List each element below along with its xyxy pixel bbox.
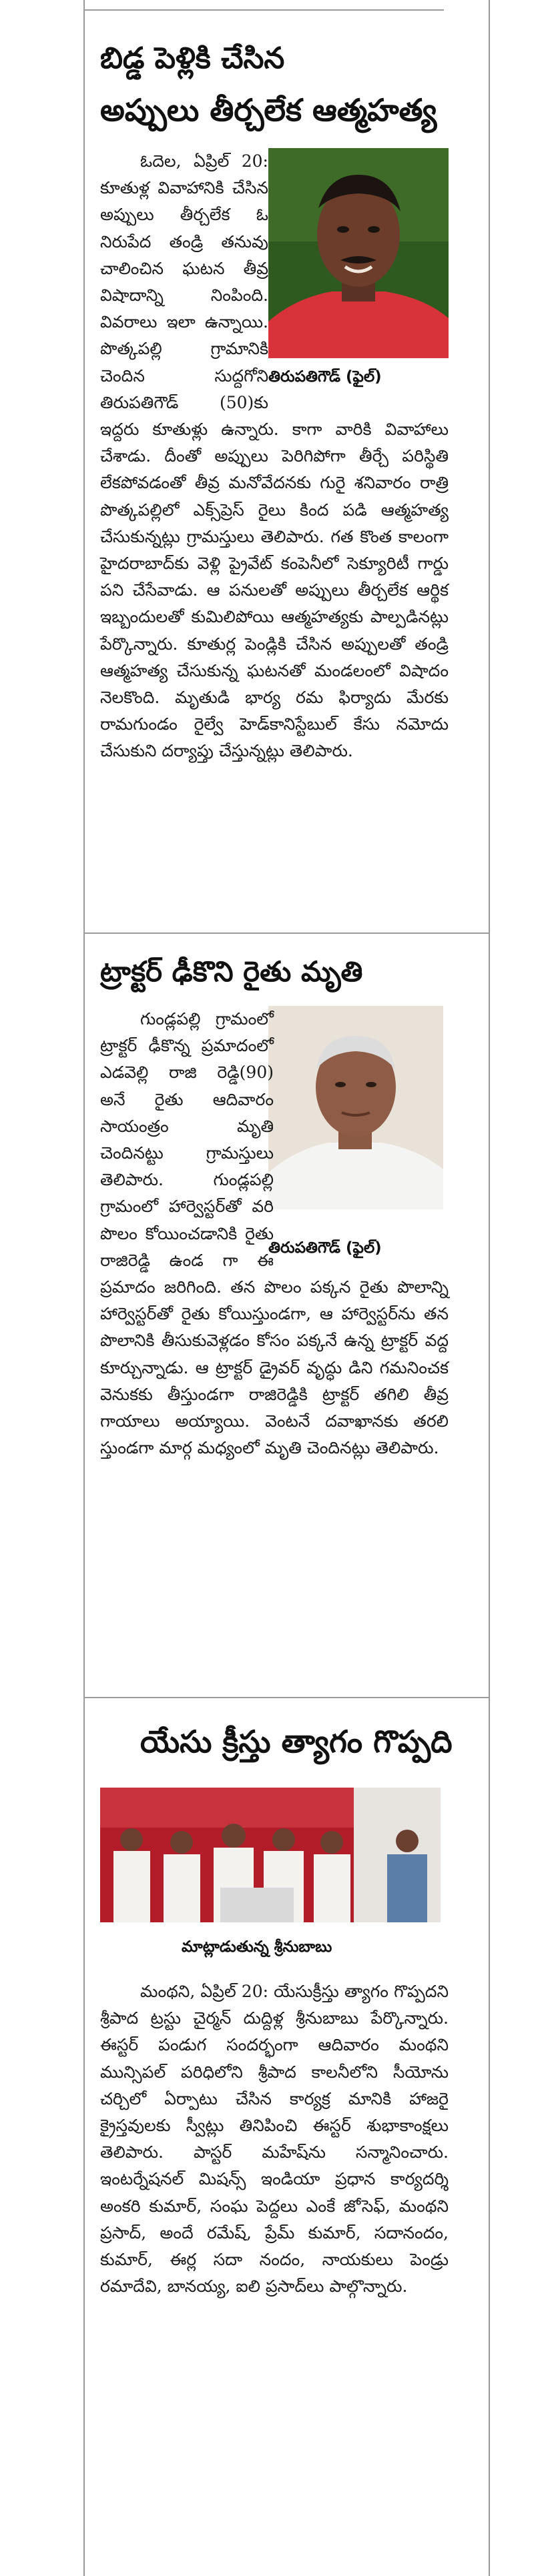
event-group-photo	[100, 1788, 441, 1922]
article-headline-line1: బిడ్డ పెళ్లికి చేసిన	[100, 41, 285, 75]
article-headline: ట్రాక్టర్‌ ఢీకొని రైతు మృతి	[100, 955, 363, 988]
photo-caption: తిరుపతిగౌడ్‌ (ఫైల్‌)	[268, 1239, 382, 1257]
photo-caption: మాట్లాడుతున్న శ్రీనుబాబు	[182, 1938, 332, 1956]
separator-rule	[83, 1697, 489, 1698]
article-body-text: గుండ్లపల్లి గ్రామంలో ట్రాక్టర్‌ ఢీకొన్న ప్రమాదంలో ఎడవెల్లి రాజి రెడ్డి(90) అనే రైతు ఆదివారం సాయంత్రం మృతి చెందినట్టు గ్రామస్తులు తెలిపారు. గుండ్లపల్లి గ్రామంలో హార్వెస్టర్‌తో వరి పొలం కోయించడానికి రైతు రాజిరెడ్డి ఉండ గా ఈ ప్రమాదం జరిగింది. తన పొలం పక్కన రైతు పొలాన్ని హార్వెస్టర్‌తో రైతు కోయిస్తుండగా, ఆ హార్వెస్టర్‌ను తన పొలానికి తీసుకువెళ్లడం కోసం పక్కనే ఉన్న ట్రాక్టర్‌ వద్ద కూర్చున్నాడు. ఆ ట్రాక్టర్‌ డ్రైవర్‌ వృద్ధు డిని గమనించక వెనుకకు తీస్తుండగా రాజిరెడ్డికి ట్రాక్టర్‌ తగిలి తీవ్ర గాయాలు అయ్యాయి. వెంటనే దవాఖానకు తరలి స్తుండగా మార్గ మధ్యంలో మృతి చెందినట్లు తెలిపారు.	[100, 1009, 449, 1458]
photo-caption: తిరుపతిగౌడ్‌ (ఫైల్‌)	[268, 368, 382, 386]
article-body-text: మంథని, ఏప్రిల్‌ 20: యేసుక్రీస్తు త్యాగం గొప్పదని శ్రీపాద ట్రస్టు చైర్మన్‌ దుద్దిళ్ల శ్రీనుబాబు పేర్కొన్నారు. ఈస్టర్‌ పండుగ సందర్భంగా ఆదివారం మంథని మున్సిపల్‌ పరిధిలోని శ్రీపాద కాలనీలోని సీయోను చర్చిలో ఏర్పాటు చేసిన కార్యక్ర మానికి హాజరై క్రైస్తవులకు స్వీట్లు తినిపించి ఈస్టర్‌ శుభాకాంక్షలు తెలిపారు. పాస్టర్‌ మహేష్‌ను సన్మానించారు. ఇంటర్నేషనల్‌ మిషన్స్‌ ఇండియా ప్రధాన కార్యదర్శి అంకరి కుమార్‌, సంఘ పెద్దలు ఎంకే జోసెఫ్‌, మంథని ప్రసాద్‌, అందే రమేష్‌, ప్రేమ్‌ కుమార్‌, సదానందం, కుమార్‌, ఈర్ల సదా నందం, నాయకులు పెండ్రు రమాదేవి, బానయ్య, ఐలి ప్రసాద్‌లు పాల్గొన్నారు.	[100, 1982, 449, 2297]
event-group-icon	[100, 1788, 441, 1922]
article-headline: యేసు క్రీస్తు త్యాగం గొప్పది	[140, 1724, 453, 1760]
article-headline-line2: అప్పులు తీర్చలేక ఆత్మహత్య	[100, 92, 437, 128]
article-body	[100, 1978, 449, 2300]
left-column-rule	[83, 0, 85, 2576]
right-column-rule	[489, 0, 490, 2576]
article-body-text: ఓదెల, ఏప్రిల్‌ 20: కూతుళ్ల వివాహానికి చేసిన అప్పులు తీర్చలేక ఓ నిరుపేద తండ్రి తనువు చాలించిన ఘటన తీవ్ర విషాదాన్ని నింపింది. వివరాలు ఇలా ఉన్నాయి. పొత్కపల్లి గ్రామానికి చెందిన సుద్దగోని తిరుపతిగౌడ్‌ (50)కు ఇద్దరు కూతుళ్లు ఉన్నారు. కాగా వారికి వివాహాలు చేశాడు. దీంతో అప్పులు పెరిగిపోగా తీర్చే పరిస్థితి లేకపోవడంతో తీవ్ర మనోవేదనకు గురై శనివారం రాత్రి పొత్కపల్లిలో ఎక్స్‌ప్రెస్‌ రైలు కింద పడి ఆత్మహత్య చేసుకున్నట్లు గ్రామస్తులు తెలిపారు. గత కొంత కాలంగా హైదరాబాద్‌కు వెళ్లి ప్రైవేట్‌ కంపెనీలో సెక్యూరిటీ గార్డు పని చేసేవాడు. ఆ పనులతో అప్పులు తీర్చలేక ఆర్థిక ఇబ్బందులతో కుమిలిపోయి ఆత్మహత్యకు పాల్పడినట్లు పేర్కొన్నారు. కూతుర్ల పెండ్లికి చేసిన అప్పులతో తండ్రి ఆత్మహత్య చేసుకున్న ఘటనతో మండలంలో విషాదం నెలకొంది. మృతుడి భార్య రమ ఫిర్యాదు మేరకు రామగుండం రైల్వే హెడ్‌కానిస్టేబుల్‌ కేసు నమోదు చేసుకుని దర్యాప్తు చేస్తున్నట్లు తెలిపారు.	[100, 151, 449, 761]
article-body	[100, 148, 449, 765]
top-rule	[83, 9, 444, 11]
separator-rule	[83, 932, 489, 934]
article-body	[100, 1006, 449, 1461]
